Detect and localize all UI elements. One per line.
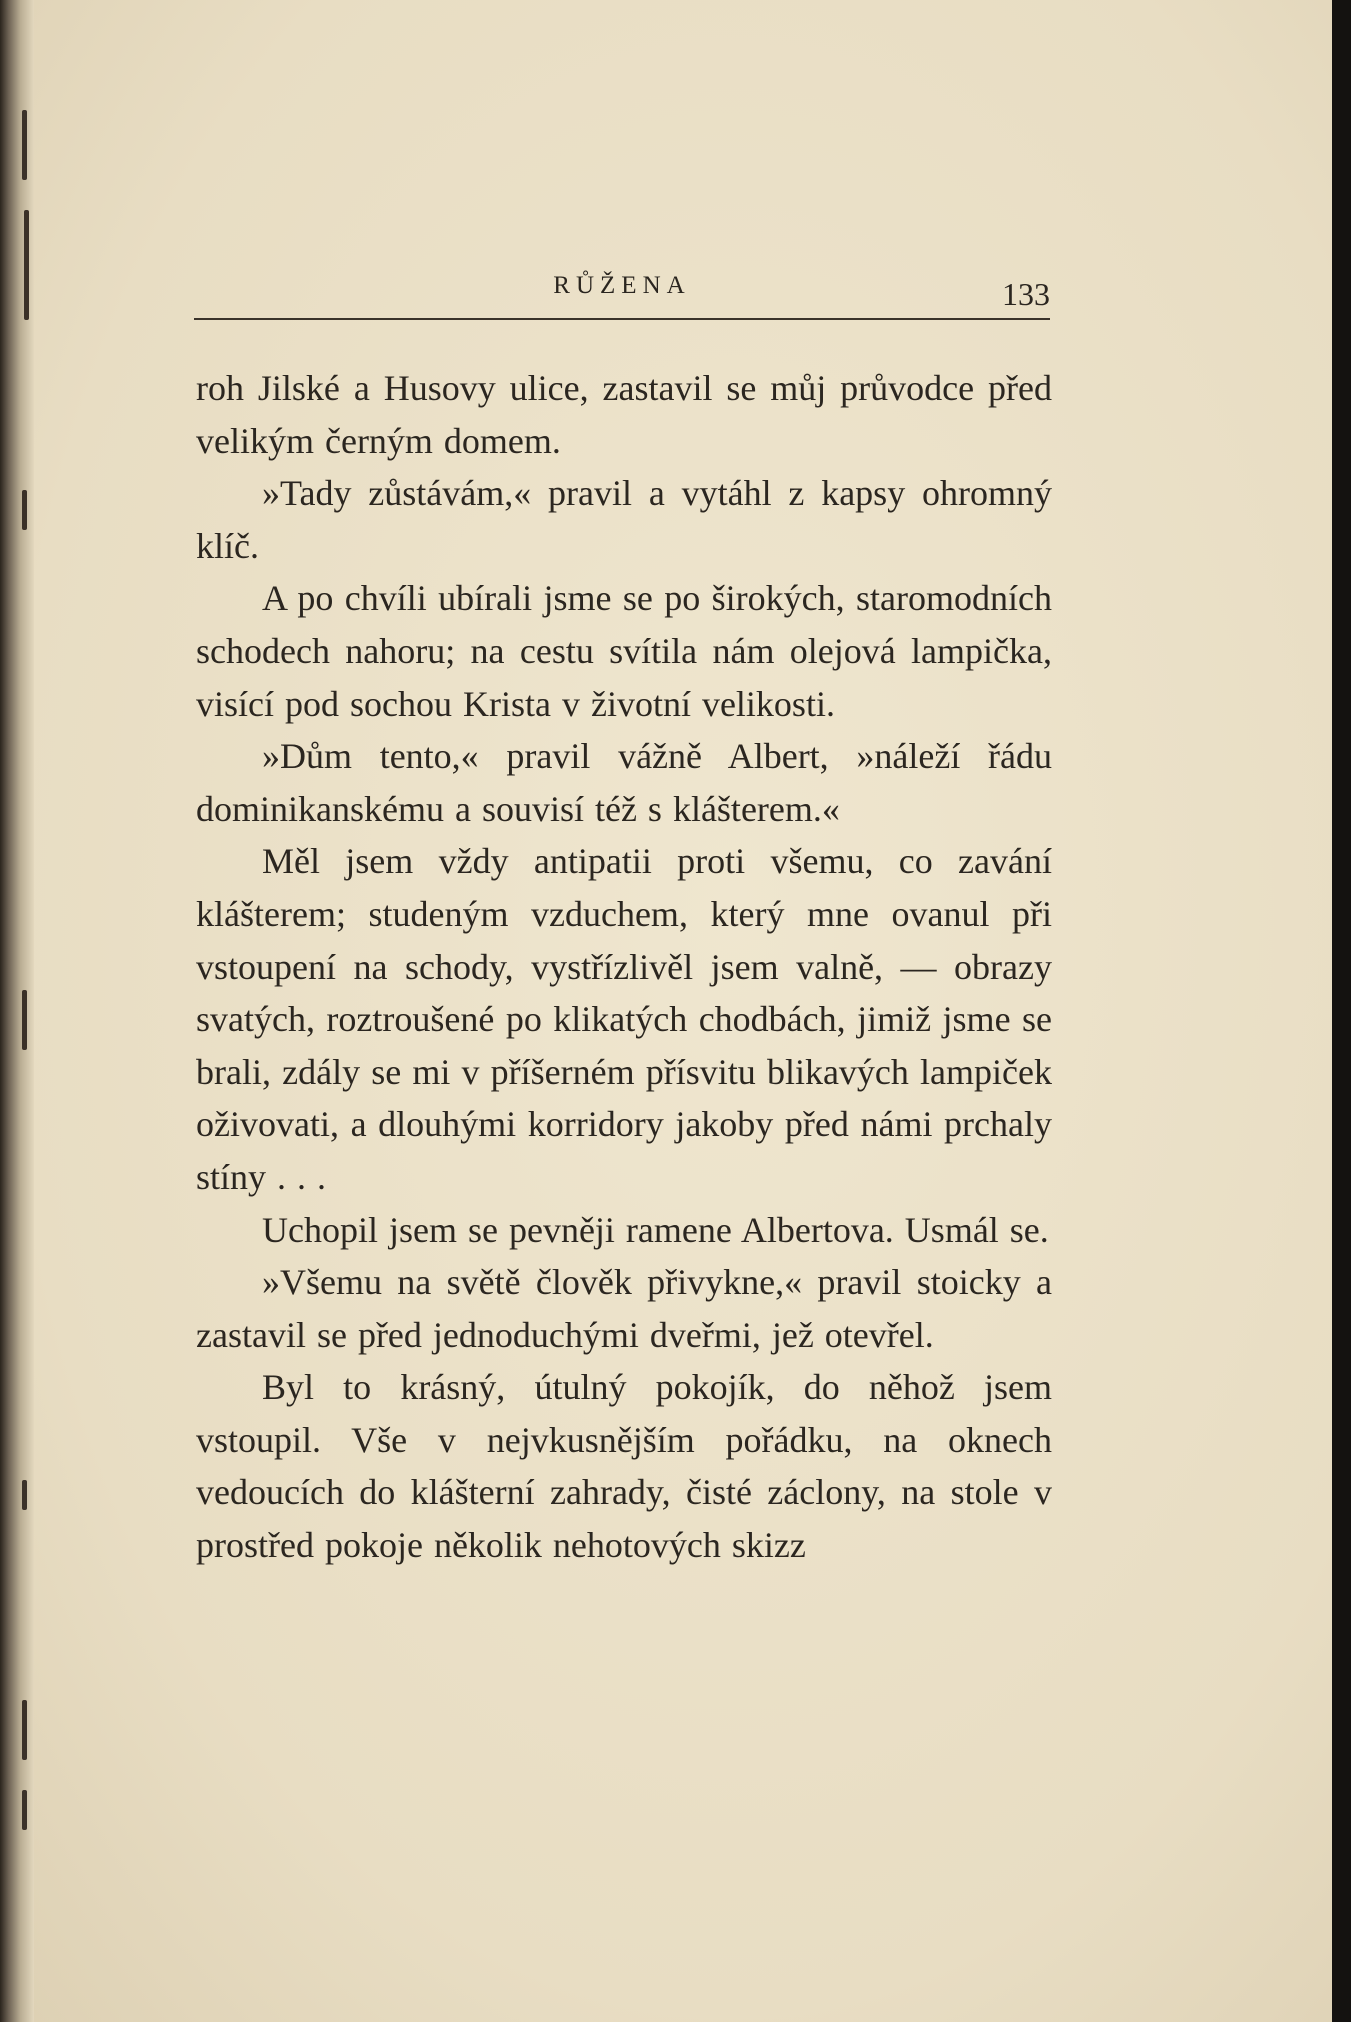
paragraph: roh Jilské a Husovy ulice, zastavil se můj průvodce před velikým černým domem. bbox=[196, 368, 1052, 461]
binding-mark bbox=[22, 1700, 27, 1760]
binding-mark bbox=[22, 1790, 27, 1830]
paragraph: Uchopil jsem se pevněji ramene Albertova. Usmál se. bbox=[262, 1209, 1049, 1250]
page-binding-shadow bbox=[0, 0, 34, 2022]
binding-mark bbox=[24, 210, 29, 320]
binding-mark bbox=[22, 990, 27, 1050]
binding-mark bbox=[22, 490, 27, 530]
paragraph: »Všemu na světě člověk přivykne,« pravil stoicky a zastavil se před jednoduchými dveřmi, jež otevřel. bbox=[196, 1262, 1052, 1355]
binding-mark bbox=[22, 110, 27, 180]
running-title: RŮŽENA bbox=[553, 272, 691, 299]
running-header bbox=[194, 270, 1050, 320]
body-text bbox=[196, 362, 1052, 1572]
binding-mark bbox=[22, 1480, 27, 1510]
paragraph: »Dům tento,« pravil vážně Albert, »náleží řádu dominikanskému a souvisí též s klášterem.« bbox=[196, 736, 1052, 829]
paragraph: »Tady zůstávám,« pravil a vytáhl z kapsy ohromný klíč. bbox=[196, 473, 1052, 566]
paragraph: Byl to krásný, útulný pokojík, do něhož jsem vstoupil. Vše v nejvkusnějším pořádku, na oknech vedoucích do klášterní zahrady, čisté záclony, na stole v prostřed pokoje několik nehotových skizz bbox=[196, 1367, 1052, 1566]
paragraph: Měl jsem vždy antipatii proti všemu, co zavání klášterem; studeným vzduchem, který mne ovanul při vstoupení na schody, vystřízlivěl jsem valně, — obrazy svatých, roztroušené po klikatých chodbách, jimiž jsme se brali, zdály se mi v příšerném přísvitu blikavých lampiček oživovati, a dlouhými korridory jakoby před námi prchaly stíny . . . bbox=[196, 841, 1052, 1197]
page-number: 133 bbox=[1002, 276, 1050, 312]
page-edge-shadow bbox=[1332, 0, 1351, 2022]
paragraph: A po chvíli ubírali jsme se po širokých, staromodních schodech nahoru; na cestu svítila nám olejová lampička, visící pod sochou Krista v životní velikosti. bbox=[196, 578, 1052, 724]
